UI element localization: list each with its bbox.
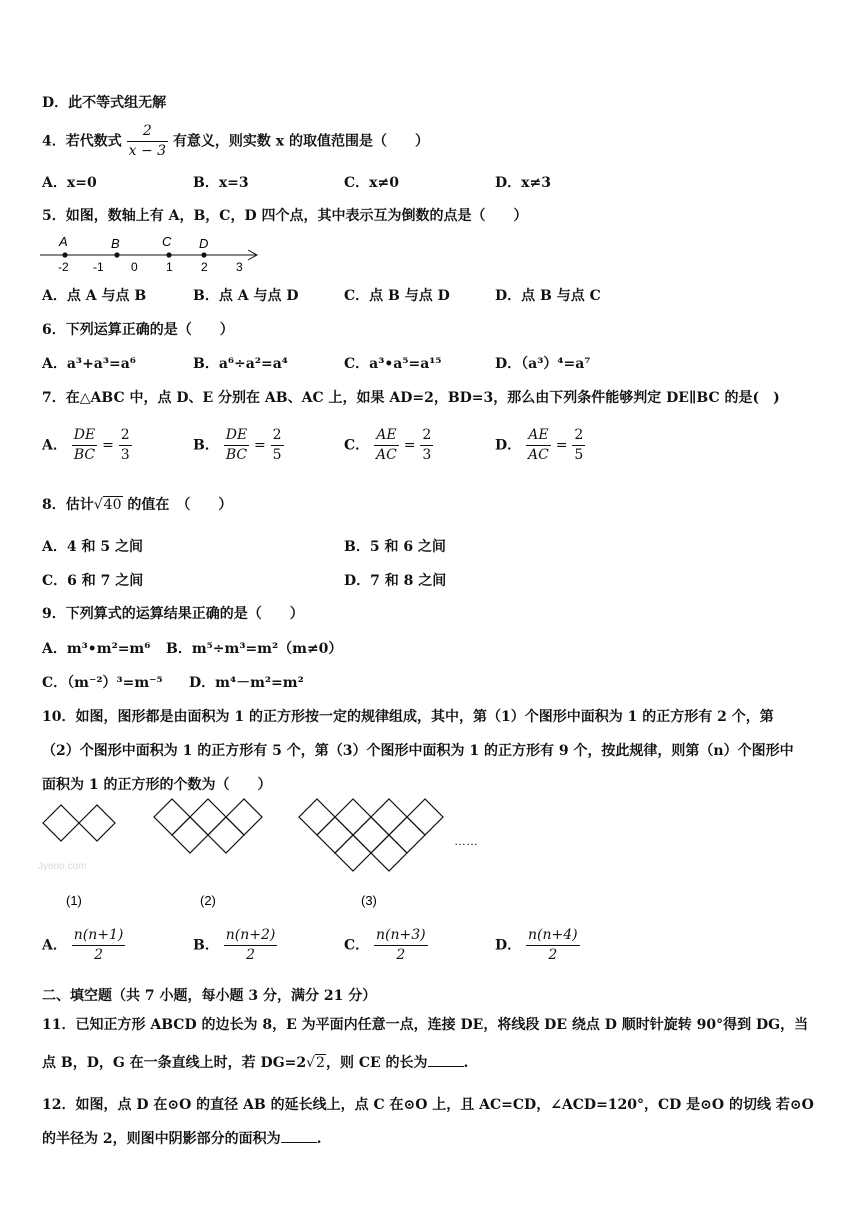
q5-option-d: D．点 B 与点 C	[495, 288, 601, 304]
q11-line1: 11．已知正方形 ABCD 的边长为 8，E 为平面内任意一点，连接 DE，将线段 DE 绕点 D 顺时针旋转 90°得到 DG，当	[42, 1017, 809, 1033]
option-label: D．	[495, 437, 522, 454]
point-b-label: B	[111, 236, 120, 251]
point-c-label: C	[162, 234, 172, 249]
q10-option-d	[495, 926, 580, 965]
tick-label: 1	[166, 260, 173, 274]
fraction	[526, 426, 551, 465]
figure-label-3: (3)	[361, 893, 377, 908]
ellipsis: ……	[454, 834, 478, 848]
q7-option-b: B． $\frac{DE}{BC}$ = $\frac{2}{5}$	[193, 427, 282, 463]
point-a-dot	[62, 252, 67, 257]
denominator: BC	[225, 447, 248, 463]
fraction	[224, 926, 278, 965]
q9-stem: 9．下列算式的运算结果正确的是（ ）	[42, 606, 304, 622]
square-pattern-figures	[36, 796, 496, 914]
fraction	[374, 426, 399, 465]
q10-line3: 面积为 1 的正方形的个数为（ ）	[42, 777, 272, 793]
q7-option-a: A． $\frac{DE}{BC}$ = $\frac{2}{3}$	[42, 427, 130, 463]
q4-option-d: D．x≠3	[495, 175, 551, 191]
point-b-dot	[114, 252, 119, 257]
q4-stem	[42, 122, 429, 161]
numerator: AE	[526, 426, 551, 446]
tick-label: 3	[236, 260, 243, 274]
fraction	[572, 426, 585, 465]
point-c-dot	[166, 252, 171, 257]
q4-prefix: 4．若代数式	[42, 133, 122, 150]
numerator: n(n+3)	[374, 926, 428, 946]
point-d-dot	[201, 252, 206, 257]
denominator: 5	[574, 447, 584, 463]
numerator: 2	[119, 426, 132, 446]
q12-line1: 12．如图，点 D 在⊙O 的直径 AB 的延长线上，点 C 在⊙O 上，且 AC=CD，∠ACD=120°，CD 是⊙O 的切线 若⊙O	[42, 1097, 814, 1113]
q5-option-a: A．点 A 与点 B	[42, 288, 147, 304]
tick-label: -1	[93, 260, 104, 274]
point-d-label: D	[199, 236, 209, 251]
q8-option-c: C．6 和 7 之间	[42, 573, 144, 589]
q6-option-b: B．a⁶÷a²=a⁴	[193, 356, 288, 372]
q4-option-a: A．x=0	[42, 175, 97, 191]
q8-radicand: 40	[103, 497, 122, 513]
denominator: 3	[422, 447, 432, 463]
q11-end: .	[463, 1055, 469, 1071]
fraction	[420, 426, 433, 465]
q8-stem: 8．估计√40 的值在 （ ）	[42, 497, 233, 513]
q8-suffix: 的值在 （ ）	[127, 497, 233, 513]
fraction	[72, 926, 126, 965]
numerator: n(n+2)	[224, 926, 278, 946]
fraction	[224, 426, 249, 465]
answer-blank[interactable]	[428, 1054, 464, 1067]
fraction	[72, 426, 97, 465]
q4-denominator: x − 3	[128, 143, 167, 159]
q5-stem: 5．如图，数轴上有 A，B，C，D 四个点，其中表示互为倒数的点是（ ）	[42, 208, 528, 224]
q4-suffix: 有意义，则实数 x 的取值范围是（ ）	[172, 133, 430, 150]
option-label: C．	[344, 437, 370, 454]
q10-line1: 10．如图，图形都是由面积为 1 的正方形按一定的规律组成，其中，第（1）个图形中面积为 1 的正方形有 2 个，第	[42, 709, 774, 725]
q8-prefix: 8．估计	[42, 497, 94, 513]
numerator: n(n+1)	[72, 926, 126, 946]
q10-line2: （2）个图形中面积为 1 的正方形有 5 个，第（3）个图形中面积为 1 的正方形有 9 个，按此规律，则第（n）个图形中	[42, 743, 794, 759]
numerator: DE	[72, 426, 97, 446]
figure-label-1: (1)	[66, 893, 82, 908]
q7-stem: 7．在△ABC 中，点 D、E 分别在 AB、AC 上，如果 AD=2，BD=3，那么由下列条件能够判定 DE∥BC 的是( )	[42, 390, 780, 406]
watermark-text: Jyeoo.com	[38, 861, 87, 872]
option-label: C．	[344, 937, 370, 954]
fraction	[271, 426, 284, 465]
q10-option-a	[42, 926, 125, 965]
q8-option-b: B．5 和 6 之间	[344, 539, 446, 555]
q6-stem: 6．下列运算正确的是（ ）	[42, 322, 234, 338]
q9-option-c: C．（m⁻²）³=m⁻⁵	[42, 675, 163, 691]
option-label: B．	[193, 937, 219, 954]
q8-option-a: A．4 和 5 之间	[42, 539, 143, 555]
section-title: 二、填空题（共 7 小题，每小题 3 分，满分 21 分）	[42, 988, 377, 1004]
q9-option-a: A．m³•m²=m⁶	[42, 641, 151, 657]
q5-option-b: B．点 A 与点 D	[193, 288, 299, 304]
q7-option-d: D． $\frac{AE}{AC}$ = $\frac{2}{5}$	[495, 427, 584, 463]
q5-option-c: C．点 B 与点 D	[344, 288, 450, 304]
tick-label: 0	[131, 260, 138, 274]
denominator: AC	[376, 447, 397, 463]
q11-text: 点 B，D，G 在一条直线上时，若 DG=2	[42, 1055, 307, 1071]
denominator: 3	[120, 447, 130, 463]
denominator: BC	[73, 447, 96, 463]
figure-label-2: (2)	[200, 893, 216, 908]
fraction	[119, 426, 132, 465]
numerator: n(n+4)	[526, 926, 580, 946]
numerator: DE	[224, 426, 249, 446]
numerator: 2	[271, 426, 284, 446]
q11-line2: 点 B，D，G 在一条直线上时，若 DG=2√2，则 CE 的长为 .	[42, 1055, 469, 1071]
q12-text: 的半径为 2，则图中阴影部分的面积为	[42, 1131, 281, 1147]
point-a-label: A	[59, 234, 68, 249]
option-label: D．	[495, 937, 522, 954]
q11-text: ，则 CE 的长为	[325, 1055, 428, 1071]
fraction	[374, 926, 428, 965]
denominator: 2	[94, 947, 104, 963]
q4-numerator: 2	[127, 122, 168, 142]
number-line-figure	[36, 232, 266, 274]
tick-label: 2	[201, 260, 208, 274]
q6-option-c: C．a³•a⁵=a¹⁵	[344, 356, 442, 372]
q4-option-c: C．x≠0	[344, 175, 399, 191]
numerator: 2	[420, 426, 433, 446]
denominator: AC	[528, 447, 549, 463]
option-label: B．	[193, 437, 219, 454]
q7-option-c: C． $\frac{AE}{AC}$ = $\frac{2}{3}$	[344, 427, 432, 463]
tick-label: -2	[58, 260, 69, 274]
numerator: AE	[374, 426, 399, 446]
denominator: 2	[396, 947, 406, 963]
denominator: 5	[272, 447, 282, 463]
numerator: 2	[572, 426, 585, 446]
q3-option-d: D．此不等式组无解	[42, 95, 167, 111]
fraction	[526, 926, 580, 965]
answer-blank[interactable]	[281, 1130, 317, 1143]
option-label: A．	[42, 937, 67, 954]
q10-option-b	[193, 926, 277, 965]
q6-option-d: D．（a³）⁴=a⁷	[495, 356, 591, 372]
q11-radicand: 2	[316, 1055, 325, 1071]
q10-option-c	[344, 926, 428, 965]
q4-option-b: B．x=3	[193, 175, 249, 191]
q12-line2	[42, 1128, 322, 1148]
q9-option-d: D．m⁴－m²=m²	[189, 675, 304, 691]
q4-fraction	[127, 122, 168, 161]
denominator: 2	[246, 947, 255, 963]
q8-option-d: D．7 和 8 之间	[344, 573, 447, 589]
q6-option-a: A．a³+a³=a⁶	[42, 356, 136, 372]
q9-option-b: B．m⁵÷m³=m²（m≠0）	[166, 641, 343, 657]
q12-end: .	[316, 1131, 322, 1147]
option-label: A．	[42, 437, 67, 454]
denominator: 2	[548, 947, 558, 963]
